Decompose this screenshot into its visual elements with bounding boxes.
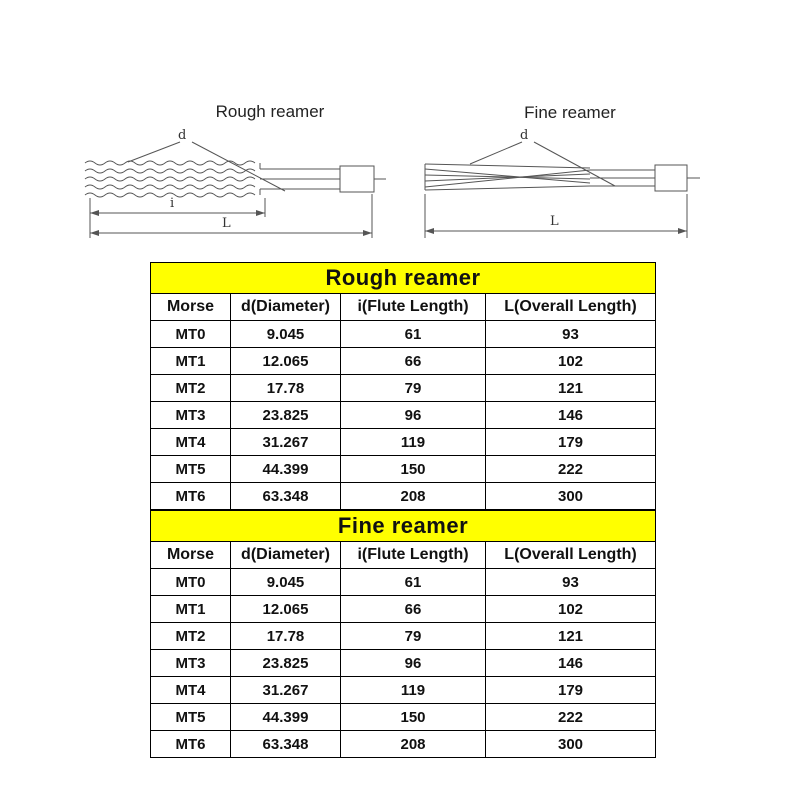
table-cell: MT5	[151, 456, 231, 483]
table-row	[151, 483, 656, 510]
table-cell: MT4	[151, 677, 231, 704]
table-cell: 179	[486, 429, 656, 456]
table-cell: MT2	[151, 623, 231, 650]
column-header: Morse	[151, 294, 231, 321]
table-cell: MT4	[151, 429, 231, 456]
table-cell: 66	[341, 596, 486, 623]
table-cell: 179	[486, 677, 656, 704]
table-cell: 93	[486, 569, 656, 596]
table-cell: 63.348	[231, 731, 341, 758]
table-cell: 121	[486, 375, 656, 402]
table-cell: 44.399	[231, 456, 341, 483]
rough-dim-d-label: d	[178, 128, 187, 143]
table-cell: 23.825	[231, 650, 341, 677]
column-header: d(Diameter)	[231, 542, 341, 569]
column-header: Morse	[151, 542, 231, 569]
table-title: Fine reamer	[151, 511, 656, 542]
table-cell: 66	[341, 348, 486, 375]
table-cell: 9.045	[231, 569, 341, 596]
table-header-row	[151, 294, 656, 321]
table-cell: 79	[341, 623, 486, 650]
table-cell: 96	[341, 650, 486, 677]
table-cell: 44.399	[231, 704, 341, 731]
table-cell: 146	[486, 650, 656, 677]
table-row	[151, 596, 656, 623]
table-cell: 150	[341, 456, 486, 483]
spec-tables	[150, 262, 656, 758]
table-row	[151, 456, 656, 483]
table-cell: MT1	[151, 596, 231, 623]
fine-dim-d-label: d	[520, 128, 529, 143]
fine-reamer-drawing	[410, 128, 710, 250]
table-cell: 208	[341, 731, 486, 758]
fine-reamer-diagram	[410, 128, 710, 250]
fine-dim-l-label: L	[550, 214, 559, 229]
table-cell: 63.348	[231, 483, 341, 510]
table-cell: 31.267	[231, 429, 341, 456]
table-cell: MT3	[151, 402, 231, 429]
table-cell: 119	[341, 677, 486, 704]
table-row	[151, 321, 656, 348]
rough-reamer-drawing	[60, 128, 390, 250]
fine-reamer-table	[150, 510, 656, 758]
table-cell: 150	[341, 704, 486, 731]
table-cell: 23.825	[231, 402, 341, 429]
table-cell: MT5	[151, 704, 231, 731]
table-cell: MT6	[151, 483, 231, 510]
table-cell: 102	[486, 596, 656, 623]
table-cell: 12.065	[231, 348, 341, 375]
column-header: d(Diameter)	[231, 294, 341, 321]
table-cell: 79	[341, 375, 486, 402]
table-cell: MT1	[151, 348, 231, 375]
rough-reamer-table	[150, 262, 656, 510]
table-title: Rough reamer	[151, 263, 656, 294]
table-title-row	[151, 511, 656, 542]
table-row	[151, 650, 656, 677]
table-cell: 31.267	[231, 677, 341, 704]
table-cell: 17.78	[231, 375, 341, 402]
table-cell: 17.78	[231, 623, 341, 650]
table-cell: 222	[486, 704, 656, 731]
table-cell: MT0	[151, 321, 231, 348]
table-row	[151, 348, 656, 375]
table-row	[151, 375, 656, 402]
table-cell: MT3	[151, 650, 231, 677]
table-row	[151, 704, 656, 731]
column-header: i(Flute Length)	[341, 294, 486, 321]
table-cell: MT0	[151, 569, 231, 596]
rough-reamer-diagram	[60, 128, 390, 250]
table-cell: 96	[341, 402, 486, 429]
table-cell: 300	[486, 483, 656, 510]
table-cell: 9.045	[231, 321, 341, 348]
table-cell: 300	[486, 731, 656, 758]
table-row	[151, 677, 656, 704]
table-row	[151, 623, 656, 650]
table-cell: 208	[341, 483, 486, 510]
table-row	[151, 569, 656, 596]
table-cell: MT6	[151, 731, 231, 758]
table-title-row	[151, 263, 656, 294]
rough-dim-i-label: i	[170, 196, 175, 211]
table-header-row	[151, 542, 656, 569]
table-row	[151, 429, 656, 456]
table-cell: 93	[486, 321, 656, 348]
table-cell: 121	[486, 623, 656, 650]
table-cell: 12.065	[231, 596, 341, 623]
rough-reamer-title: Rough reamer	[215, 102, 325, 121]
table-cell: 102	[486, 348, 656, 375]
rough-dim-l-label: L	[222, 216, 231, 231]
table-row	[151, 731, 656, 758]
table-cell: 146	[486, 402, 656, 429]
column-header: L(Overall Length)	[486, 294, 656, 321]
column-header: L(Overall Length)	[486, 542, 656, 569]
table-cell: MT2	[151, 375, 231, 402]
table-cell: 61	[341, 569, 486, 596]
table-cell: 61	[341, 321, 486, 348]
column-header: i(Flute Length)	[341, 542, 486, 569]
table-cell: 119	[341, 429, 486, 456]
table-row	[151, 402, 656, 429]
fine-reamer-title: Fine reamer	[524, 103, 616, 122]
table-cell: 222	[486, 456, 656, 483]
